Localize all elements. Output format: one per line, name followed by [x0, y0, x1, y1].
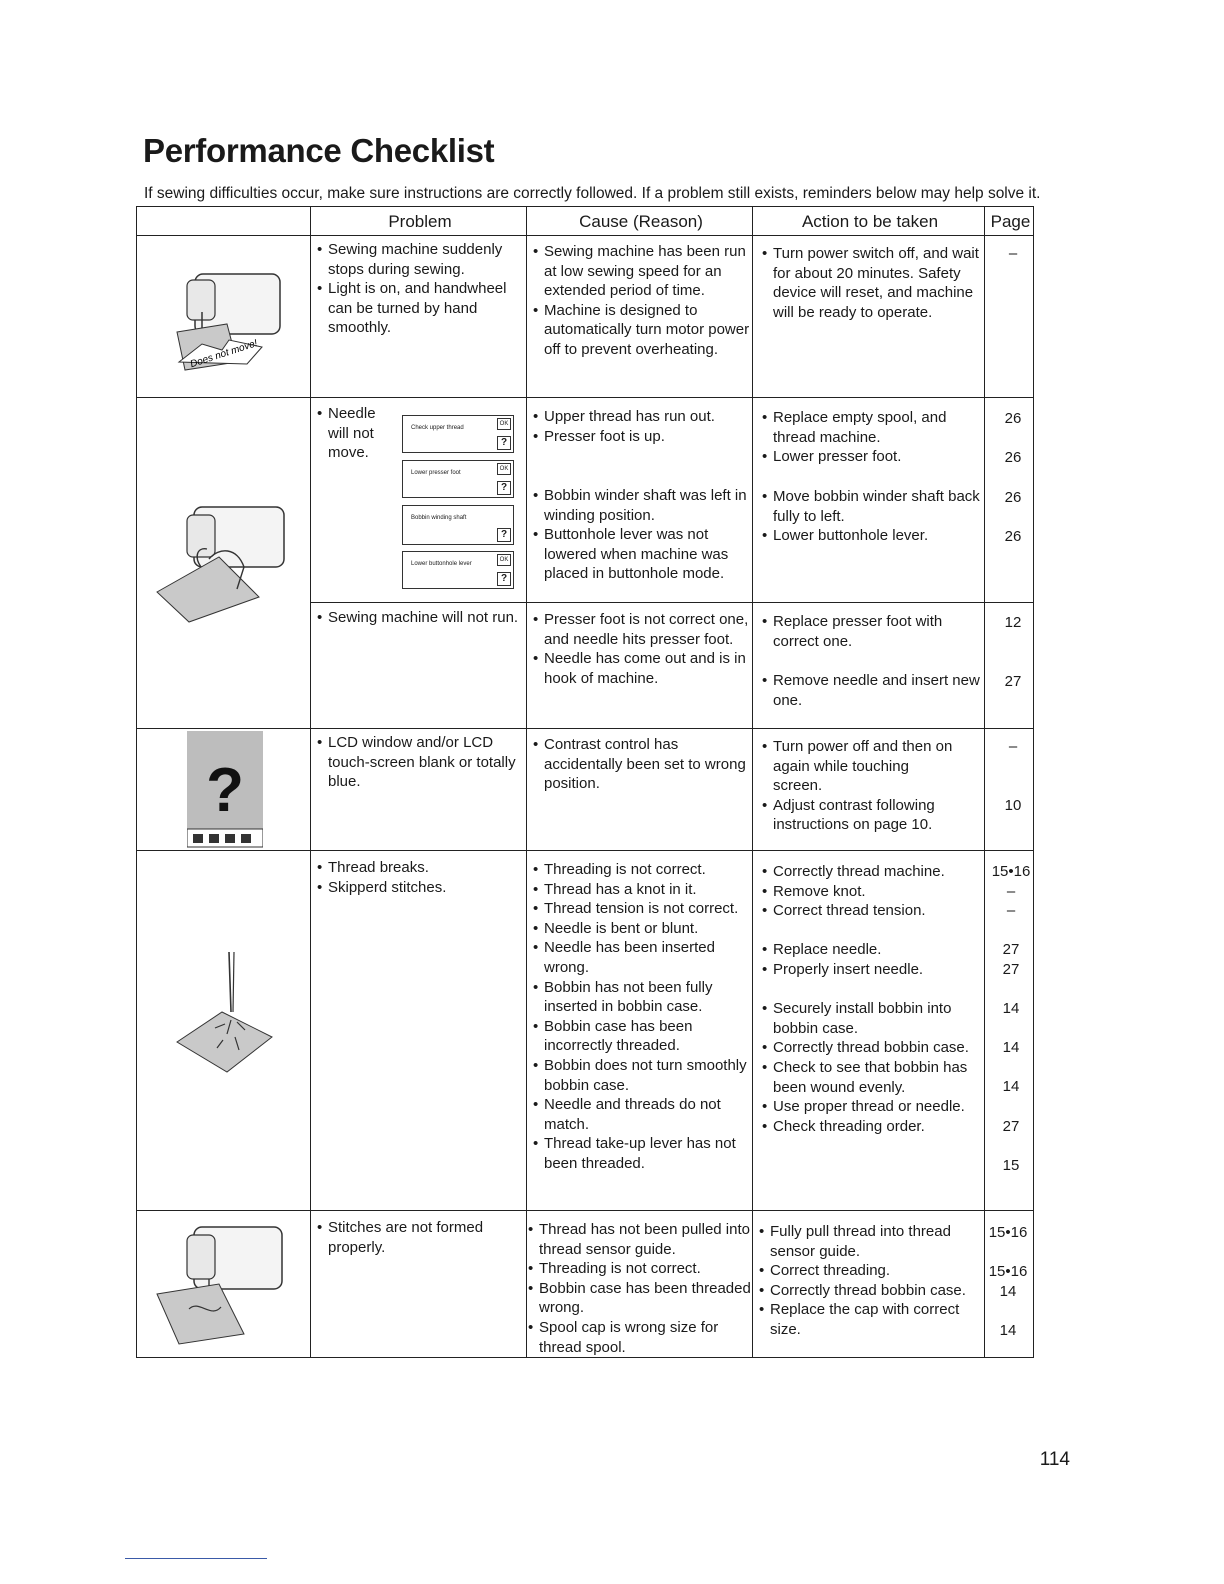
- row5-problem: [317, 858, 522, 897]
- list-item: • Machine is designed to automatically turn motor power off to prevent overheating.: [533, 301, 751, 360]
- row5-page: –: [1006, 883, 1016, 900]
- header-cause: Cause (Reason): [579, 212, 703, 231]
- row5-page: 27: [1002, 961, 1020, 978]
- help-button: ?: [497, 481, 511, 495]
- list-item: • Light is on, and handwheel can be turned by hand smoothly.: [317, 279, 522, 338]
- row-divider: [137, 850, 1033, 851]
- footer-divider: [125, 1558, 267, 1559]
- list-item: • Thread tension is not correct.: [533, 899, 751, 919]
- row3-page: 12: [1004, 614, 1022, 631]
- lcd-message-check-upper-thread: [402, 415, 514, 453]
- help-button: ?: [497, 528, 511, 542]
- row1-action: [762, 244, 984, 322]
- table-header: [137, 207, 1033, 236]
- row3-page: 27: [1004, 673, 1022, 690]
- row5-page: 14: [1002, 1039, 1020, 1056]
- row-divider: [137, 397, 1033, 398]
- col-divider: [984, 207, 985, 1357]
- list-item: • Needle and threads do not match.: [533, 1095, 751, 1134]
- list-item: • Correctly thread bobbin case.: [762, 1038, 977, 1058]
- list-item: • Bobbin does not turn smoothly bobbin case.: [533, 1056, 751, 1095]
- row3-action-b: [762, 671, 984, 710]
- thread-breaks-illustration: [167, 942, 277, 1077]
- page-number: 114: [1039, 1449, 1070, 1470]
- row5-action: [762, 862, 977, 1136]
- help-button: ?: [497, 436, 511, 450]
- ok-button: OK: [497, 554, 511, 566]
- list-item: • Replace needle.: [762, 940, 977, 960]
- list-item: • Sewing machine will not run.: [317, 608, 522, 628]
- row2-page: 26: [1004, 528, 1022, 545]
- list-item: • Sewing machine has been run at low sewing speed for an extended period of time.: [533, 242, 751, 301]
- header-page: Page: [990, 212, 1031, 231]
- list-item: • Replace empty spool, and thread machine.: [762, 408, 984, 447]
- col-divider: [526, 207, 527, 1357]
- help-button: ?: [497, 572, 511, 586]
- list-item: • Skipperd stitches.: [317, 878, 522, 898]
- list-item: • Threading is not correct.: [528, 1259, 751, 1279]
- list-item: • Presser foot is not correct one, and needle hits presser foot.: [533, 610, 751, 649]
- bad-stitches-illustration: [149, 1219, 299, 1349]
- row5-page: 15•16: [991, 863, 1031, 880]
- list-item: • Threading is not correct.: [533, 860, 751, 880]
- row6-problem: [317, 1218, 522, 1257]
- list-item: • Bobbin case has been threaded wrong.: [528, 1279, 751, 1318]
- row3-action-a: [762, 612, 984, 651]
- row2-page: 26: [1004, 489, 1022, 506]
- list-item: • Presser foot is up.: [533, 427, 751, 447]
- row6-action: [759, 1222, 981, 1340]
- illustration-text: Does not move!: [188, 338, 259, 371]
- list-item: • Remove needle and insert new one.: [762, 671, 984, 710]
- list-item: • Move bobbin winder shaft back fully to left.: [762, 487, 984, 526]
- lcd-label: Bobbin winding shaft: [411, 515, 467, 521]
- row2-cause-b: [533, 486, 751, 584]
- list-item: • LCD window and/or LCD touch-screen blank or totally blue.: [317, 733, 522, 792]
- list-item: • Lower presser foot.: [762, 447, 984, 467]
- row5-page: –: [1006, 902, 1016, 919]
- row5-page: 27: [1002, 941, 1020, 958]
- list-item: • Needle has come out and is in hook of machine.: [533, 649, 751, 688]
- row4-cause: [533, 735, 751, 794]
- row2-cause-a: [533, 407, 751, 446]
- list-item: • Check threading order.: [762, 1117, 977, 1137]
- row4-action: [762, 737, 962, 835]
- row2-action-a: [762, 408, 984, 467]
- list-item: • Replace presser foot with correct one.: [762, 612, 984, 651]
- list-item: • Needle is bent or blunt.: [533, 919, 751, 939]
- list-item: • Spool cap is wrong size for thread spool.: [528, 1318, 751, 1357]
- row3-problem: [317, 608, 522, 628]
- list-item: • Thread has not been pulled into thread sensor guide.: [528, 1220, 751, 1259]
- list-item: • Bobbin winder shaft was left in winding position.: [533, 486, 751, 525]
- list-item: • Properly insert needle.: [762, 960, 977, 980]
- list-item: • Securely install bobbin into bobbin case.: [762, 999, 977, 1038]
- row5-page: 14: [1002, 1078, 1020, 1095]
- list-item: • Needle will not move.: [317, 404, 397, 463]
- row5-page: 27: [1002, 1118, 1020, 1135]
- row-divider: [137, 1210, 1033, 1211]
- list-item: • Replace the cap with correct size.: [759, 1300, 981, 1339]
- row1-page: –: [1008, 245, 1018, 262]
- row2-action-b: [762, 487, 984, 546]
- row2-page: 26: [1004, 410, 1022, 427]
- page-title: Performance Checklist: [143, 132, 495, 169]
- machine-stopped-illustration: [167, 252, 292, 377]
- row4-page: 10: [1004, 797, 1022, 814]
- list-item: • Lower buttonhole lever.: [762, 526, 984, 546]
- lcd-label: Check upper thread: [411, 425, 464, 431]
- list-item: • Stitches are not formed properly.: [317, 1218, 522, 1257]
- row3-cause: [533, 610, 751, 688]
- list-item: • Buttonhole lever was not lowered when machine was placed in buttonhole mode.: [533, 525, 751, 584]
- list-item: • Thread breaks.: [317, 858, 522, 878]
- lcd-label: Lower buttonhole lever: [411, 561, 472, 567]
- row6-page: 14: [999, 1283, 1017, 1300]
- lcd-message-bobbin-winding-shaft: [402, 505, 514, 545]
- row5-cause: [533, 860, 751, 1174]
- list-item: • Thread has a knot in it.: [533, 880, 751, 900]
- list-item: • Turn power switch off, and wait for about 20 minutes. Safety device will reset, and machine will be ready to operate.: [762, 244, 984, 322]
- list-item: • Correct threading.: [759, 1261, 981, 1281]
- list-item: • Correct thread tension.: [762, 901, 977, 921]
- row6-cause: [528, 1220, 751, 1357]
- row5-page: 15: [1002, 1157, 1020, 1174]
- hands-sewing-illustration: [149, 497, 299, 627]
- header-problem: Problem: [388, 212, 452, 231]
- list-item: • Remove knot.: [762, 882, 977, 902]
- row2-problem: [317, 404, 397, 463]
- row6-page: 14: [999, 1322, 1017, 1339]
- list-item: • Check to see that bobbin has been wound evenly.: [762, 1058, 977, 1097]
- list-item: • Upper thread has run out.: [533, 407, 751, 427]
- list-item: • Bobbin case has been incorrectly threaded.: [533, 1017, 751, 1056]
- lcd-message-lower-buttonhole-lever: [402, 551, 514, 589]
- row1-cause: [533, 242, 751, 360]
- list-item: • Needle has been inserted wrong.: [533, 938, 751, 977]
- row1-problem: [317, 240, 522, 338]
- list-item: • Contrast control has accidentally been set to wrong position.: [533, 735, 751, 794]
- list-item: • Thread take-up lever has not been threaded.: [533, 1134, 751, 1173]
- header-action: Action to be taken: [801, 212, 939, 231]
- list-item: • Correctly thread machine.: [762, 862, 977, 882]
- ok-button: OK: [497, 418, 511, 430]
- lcd-label: Lower presser foot: [411, 470, 461, 476]
- row2-page: 26: [1004, 449, 1022, 466]
- row5-page: 14: [1002, 1000, 1020, 1017]
- checklist-table: [136, 206, 1034, 1358]
- question-mark-icon: ?: [206, 756, 244, 825]
- intro-text: If sewing difficulties occur, make sure instructions are correctly followed. If a problem still exists, reminders below may help solve it.: [144, 185, 1041, 202]
- row6-page: 15•16: [988, 1263, 1028, 1280]
- lcd-message-lower-presser-foot: [402, 460, 514, 498]
- row4-problem: [317, 733, 522, 792]
- row-divider: [310, 602, 1033, 603]
- row-divider: [137, 728, 1033, 729]
- lcd-screen-illustration: [187, 731, 263, 849]
- ok-button: OK: [497, 463, 511, 475]
- list-item: • Correctly thread bobbin case.: [759, 1281, 981, 1301]
- col-divider: [310, 207, 311, 1357]
- row6-page: 15•16: [988, 1224, 1028, 1241]
- row4-page: –: [1008, 738, 1018, 755]
- col-divider: [752, 207, 753, 1357]
- list-item: • Fully pull thread into thread sensor guide.: [759, 1222, 981, 1261]
- list-item: • Use proper thread or needle.: [762, 1097, 977, 1117]
- list-item: • Turn power off and then on again while touching screen.: [762, 737, 962, 796]
- list-item: • Adjust contrast following instructions on page 10.: [762, 796, 962, 835]
- list-item: • Bobbin has not been fully inserted in bobbin case.: [533, 978, 751, 1017]
- list-item: • Sewing machine suddenly stops during sewing.: [317, 240, 522, 279]
